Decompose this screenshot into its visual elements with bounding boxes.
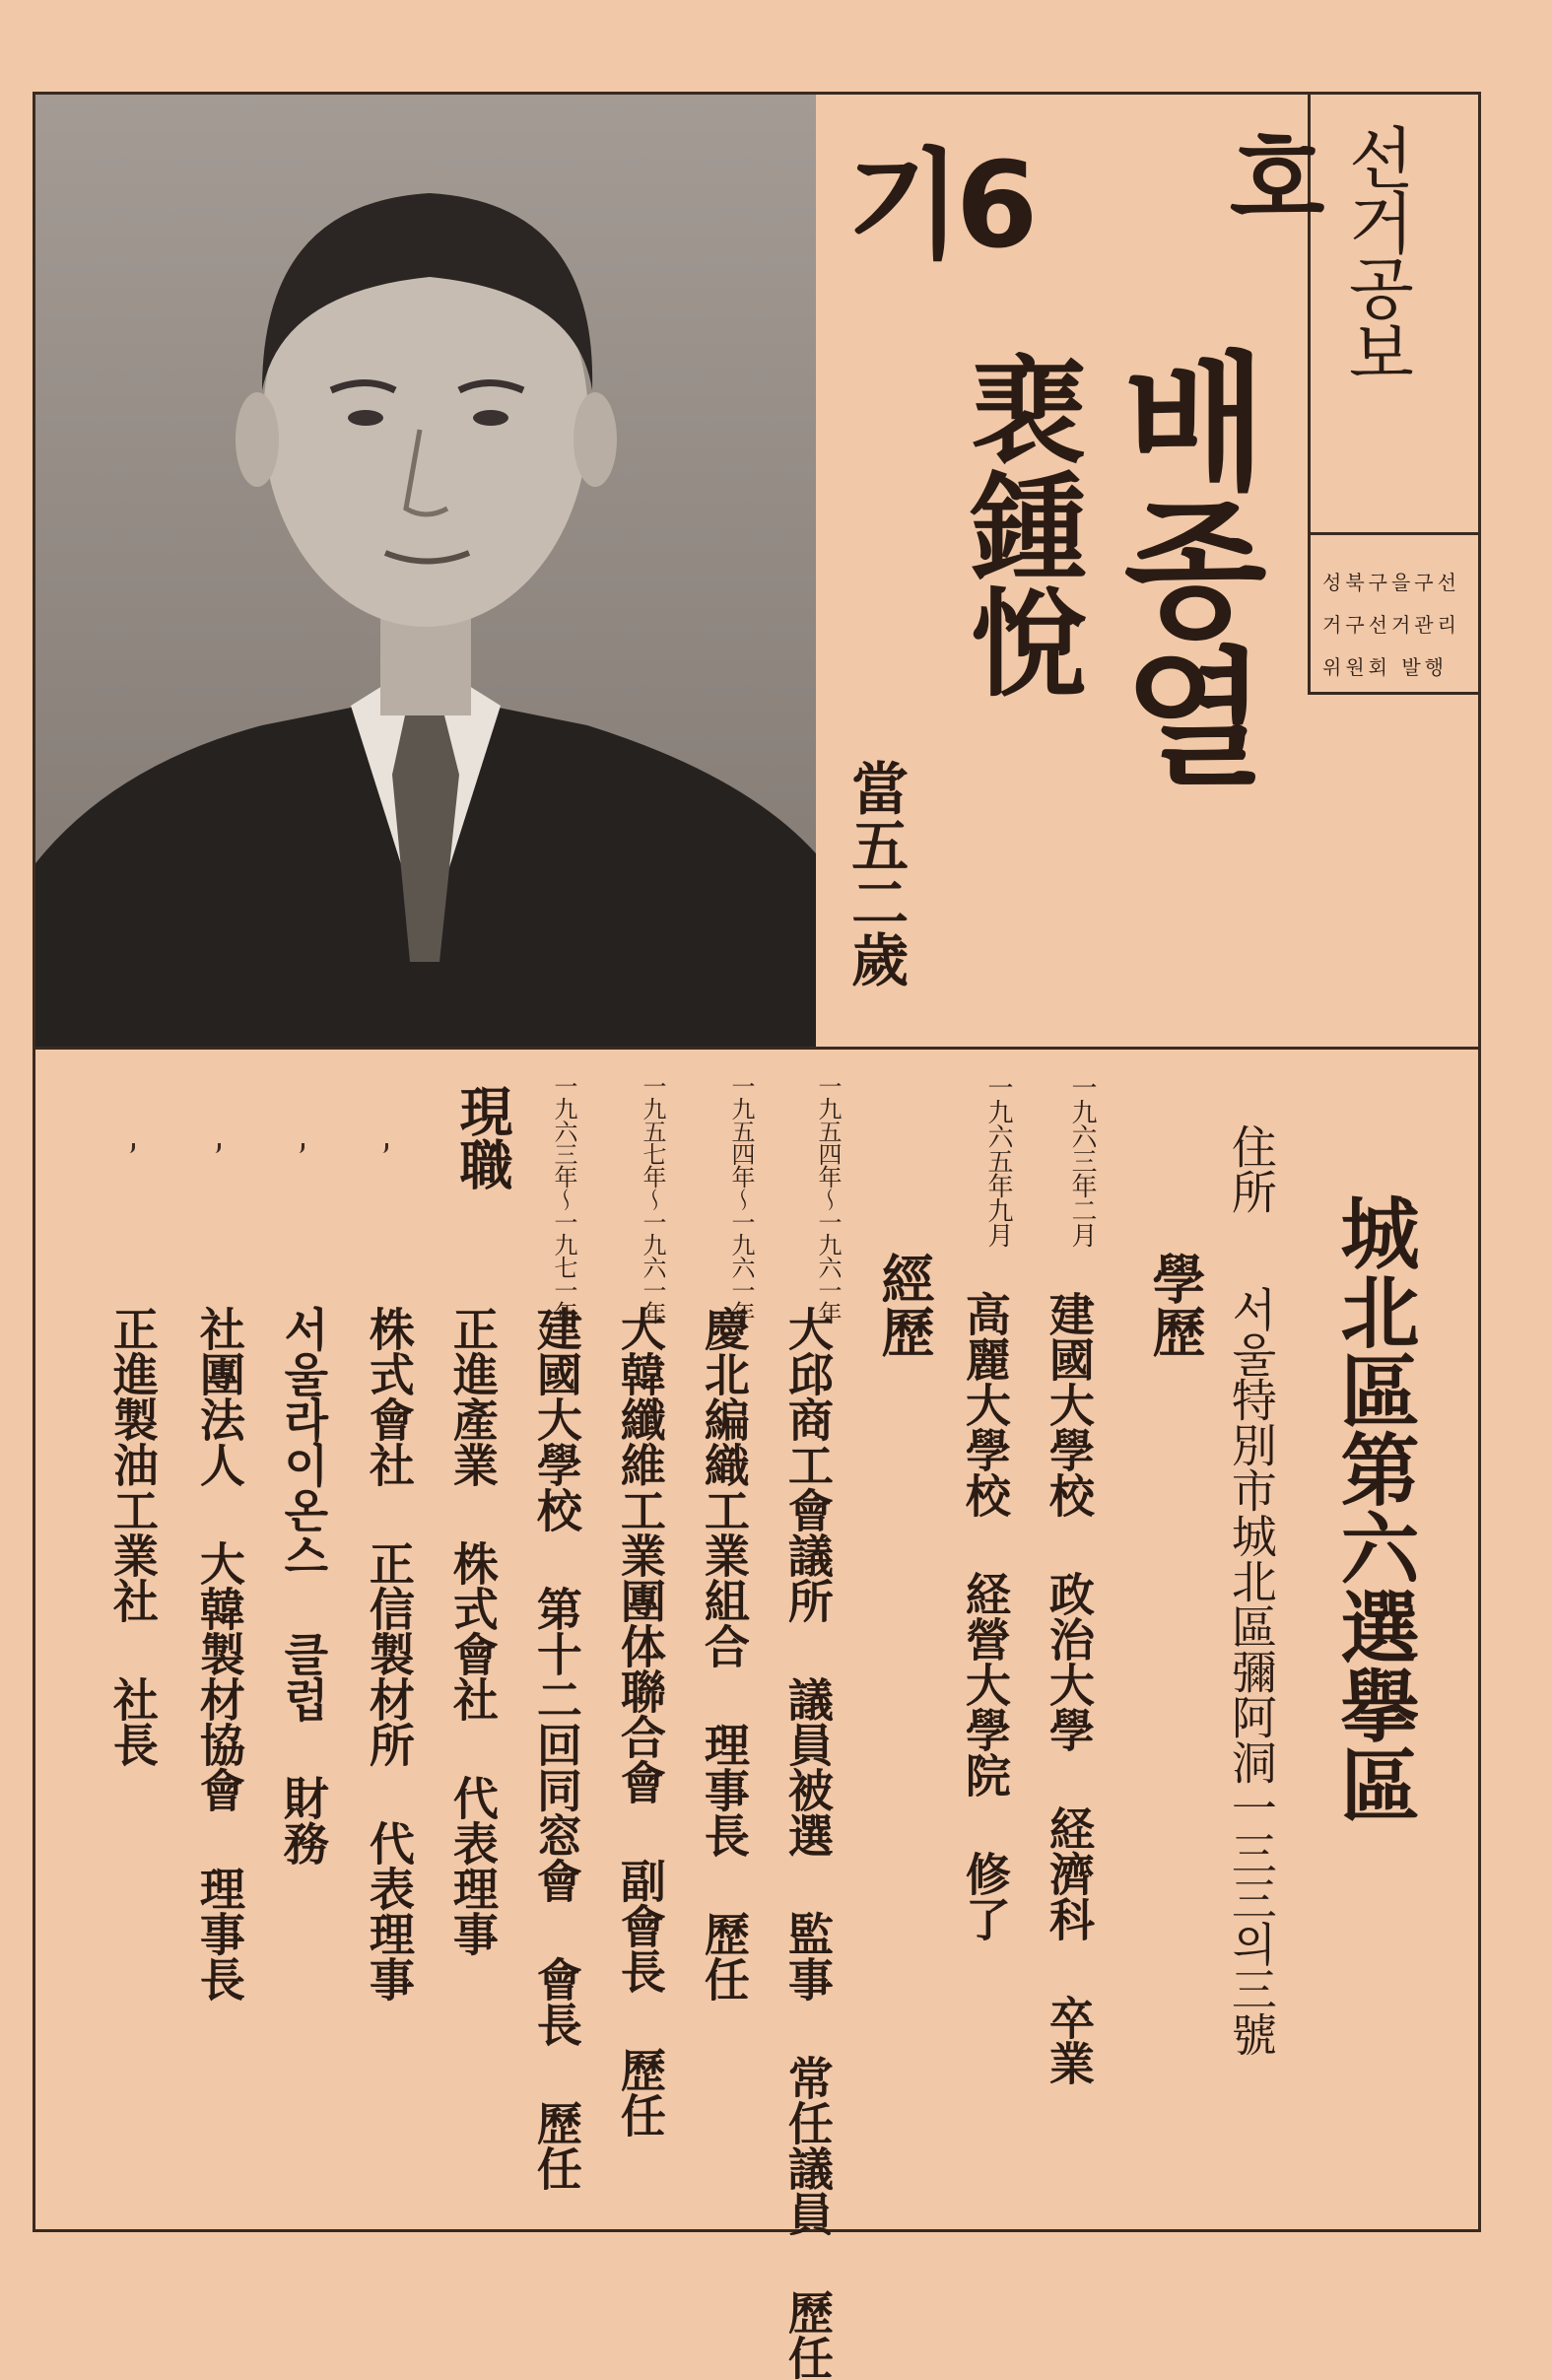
education-date-1: 一九六三年二月 [1067,1074,1097,1247]
current-item-2: 株式會社 正信製材所 代表理事 [362,1306,416,2002]
candidate-age: 當五二歲 [842,759,910,987]
candidate-name-hanja: 裵鍾悅 [950,350,1088,699]
education-item-2: 高麗大學校 経營大學院 修了 [958,1291,1012,1941]
career-item-2: 慶北編織工業組合 理事長 歷任 [697,1306,751,2002]
candidate-photo [35,95,816,1047]
career-item-1: 大邱商工會議所 議員被選 監事 常任議員 歷任 [780,1306,835,2380]
career-item-3: 大韓纖維工業團体聯合會 副會長 歷任 [613,1306,667,2138]
education-item-1: 建國大學校 政治大學 経濟科 卒業 [1042,1291,1096,2085]
publisher-line-1: 성북구을구선 [1322,571,1460,594]
current-item-4: 社團法人 大韓製材協會 理事長 [192,1306,246,2002]
publisher-line-3: 위원회 발행 [1322,655,1448,679]
career-date-1: 一九五四年～一九六一年 [814,1074,842,1324]
career-heading: 經歷 [873,1252,936,1358]
address-label: 住所 [1224,1123,1278,1214]
education-heading: 學歷 [1144,1252,1207,1358]
address-value: 서울特別市城北區彌阿洞一三三의三號 [1224,1286,1278,2057]
publisher-line-2: 거구선거관리 [1322,613,1460,637]
number-label: 호 [1211,128,1326,227]
number-digit: 6 [955,138,1033,275]
bulletin-title: 선거공보 [1336,123,1415,383]
candidate-number [847,138,1033,275]
current-item-1: 正進產業 株式會社 代表理事 [445,1306,500,1956]
career-item-4: 建國大學校 第十二回同窓會 會長 歷任 [529,1306,583,2191]
current-item-3: 서울라이온스 클럽 財務 [276,1306,330,1866]
career-date-2: 一九五四年～一九六一年 [727,1074,755,1324]
current-heading: 現職 [451,1084,514,1190]
education-date-2: 一九六五年九月 [983,1074,1013,1247]
candidate-name-korean: 배종열 [1096,345,1267,788]
career-date-3: 一九五七年～一九六一年 [639,1074,666,1324]
ki-label: 기 [847,138,956,275]
career-date-4: 一九六三年～一九七一年 [550,1074,577,1324]
district-name: 城北區第六選擧區 [1327,1192,1420,1823]
current-item-5: 正進製油工業社 社長 [105,1306,160,1767]
section-divider [33,1047,1481,1050]
